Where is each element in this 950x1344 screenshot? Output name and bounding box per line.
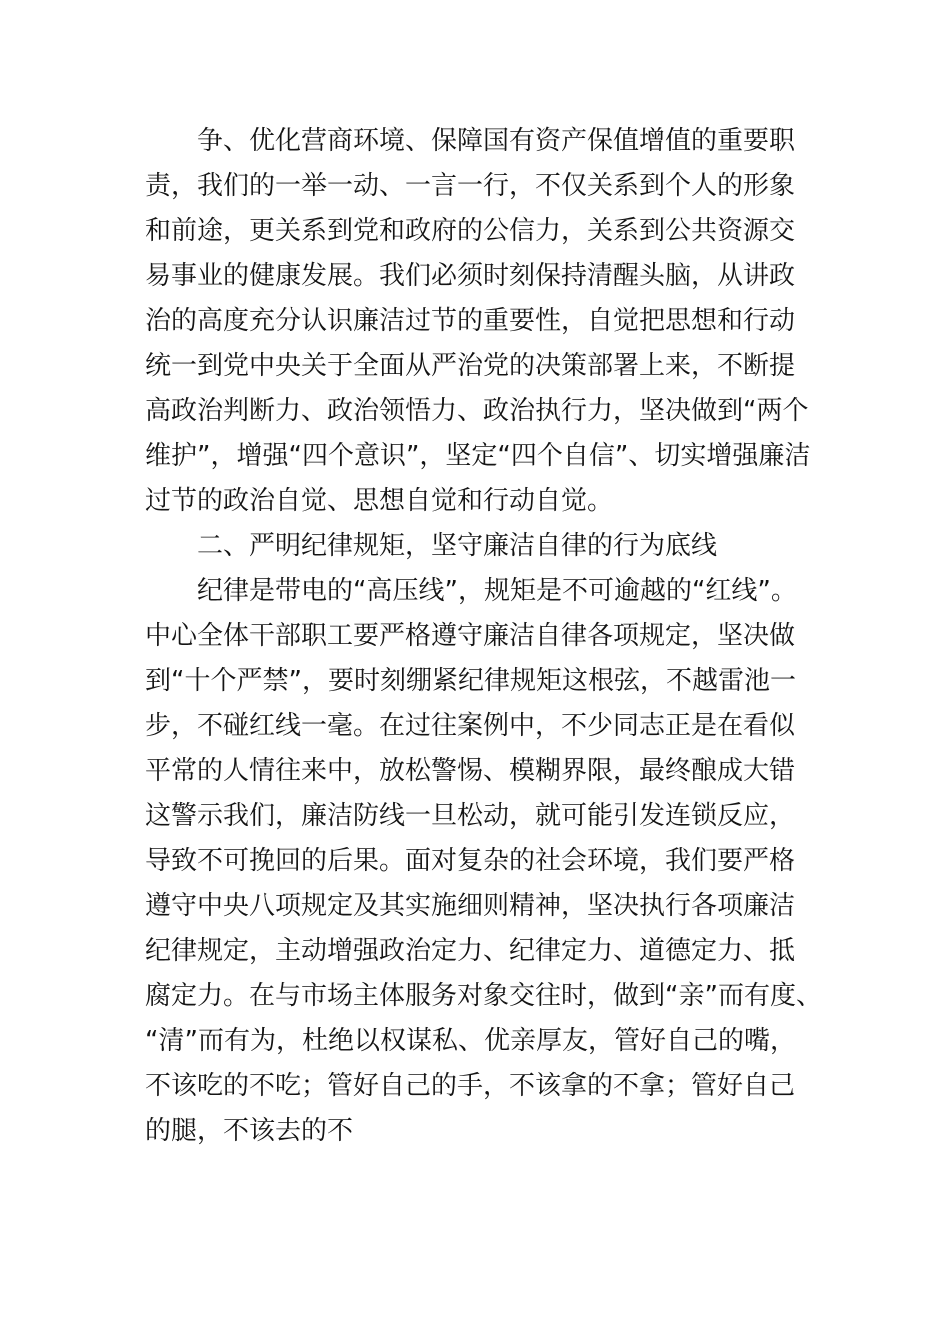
paragraph-line: 这警示我们，廉洁防线一旦松动，就可能引发连锁反应， (145, 801, 796, 831)
paragraph-line: 的腿，不该去的不 (145, 1116, 354, 1146)
section-heading: 二、严明纪律规矩，坚守廉洁自律的行为底线 (197, 531, 718, 561)
paragraph-line: 纪律是带电的“高压线”，规矩是不可逾越的“红线”。 (197, 576, 797, 606)
paragraph-line: 易事业的健康发展。我们必须时刻保持清醒头脑，从讲政 (145, 261, 796, 291)
paragraph-line: 导致不可挽回的后果。面对复杂的社会环境，我们要严格 (145, 846, 796, 876)
paragraph-line: 和前途，更关系到党和政府的公信力，关系到公共资源交 (145, 216, 796, 246)
paragraph-line: 不该吃的不吃；管好自己的手，不该拿的不拿；管好自己 (145, 1071, 796, 1101)
paragraph-line: 维护”，增强“四个意识”，坚定“四个自信”、切实增强廉洁 (145, 441, 811, 471)
paragraph-line: 争、优化营商环境、保障国有资产保值增值的重要职 (197, 126, 796, 156)
paragraph-line: 责，我们的一举一动、一言一行，不仅关系到个人的形象 (145, 171, 796, 201)
paragraph-line: “清”而有为，杜绝以权谋私、优亲厚友，管好自己的嘴， (145, 1026, 796, 1056)
paragraph-line: 治的高度充分认识廉洁过节的重要性，自觉把思想和行动 (145, 306, 796, 336)
paragraph-line: 统一到党中央关于全面从严治党的决策部署上来，不断提 (145, 351, 796, 381)
paragraph-line: 纪律规定，主动增强政治定力、纪律定力、道德定力、抵 (145, 936, 796, 966)
paragraph-line: 到“十个严禁”，要时刻绷紧纪律规矩这根弦，不越雷池一 (145, 666, 796, 696)
paragraph-line: 过节的政治自觉、思想自觉和行动自觉。 (145, 486, 614, 516)
paragraph-line: 高政治判断力、政治领悟力、政治执行力，坚决做到“两个 (145, 396, 809, 426)
paragraph-line: 步，不碰红线一毫。在过往案例中，不少同志正是在看似 (145, 711, 796, 741)
document-body (145, 119, 825, 1154)
paragraph-line: 中心全体干部职工要严格遵守廉洁自律各项规定，坚决做 (145, 621, 796, 651)
paragraph-line: 腐定力。在与市场主体服务对象交往时，做到“亲”而有度、 (145, 981, 822, 1011)
paragraph-line: 遵守中央八项规定及其实施细则精神，坚决执行各项廉洁 (145, 891, 796, 921)
paragraph-line: 平常的人情往来中，放松警惕、模糊界限，最终酿成大错 (145, 756, 796, 786)
